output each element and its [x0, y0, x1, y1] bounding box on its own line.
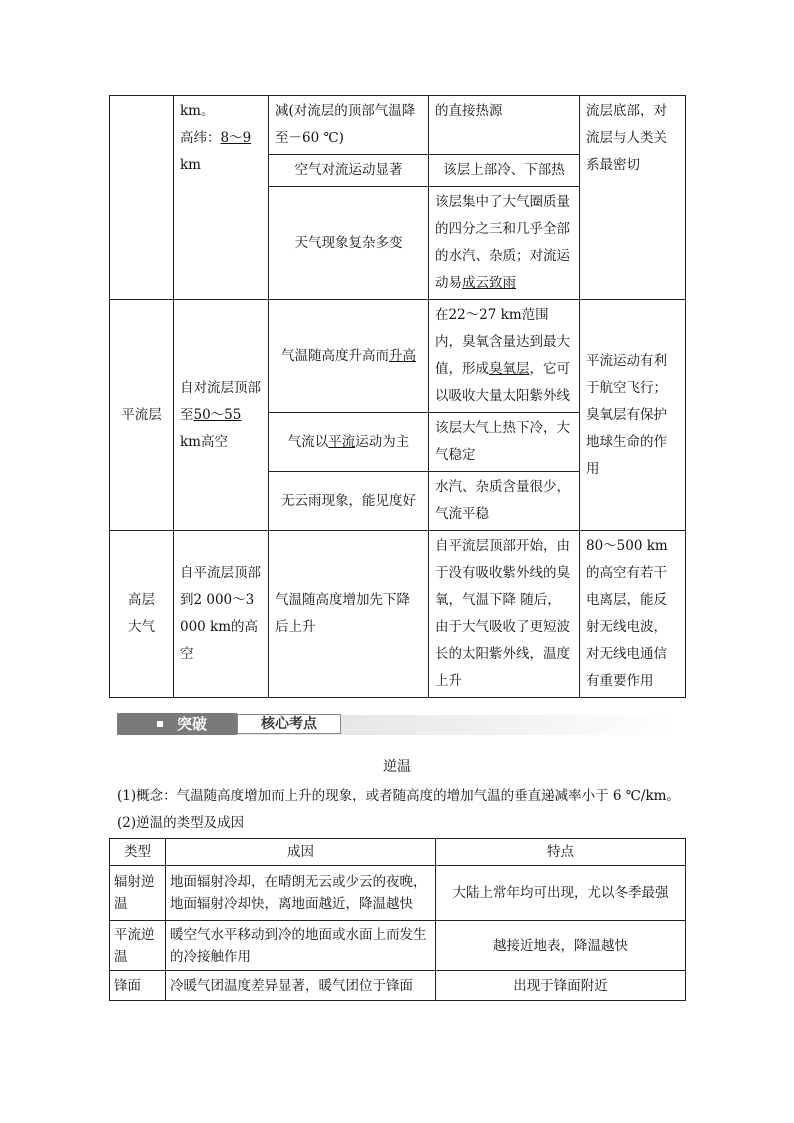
stratosphere-relation: 平流运动有利于航空飞行；臭氧层有保护地球生命的作用: [580, 300, 686, 531]
stratosphere-height: 自对流层顶部至50～55 km高空: [174, 300, 269, 531]
stratosphere-reason-3: 水汽、杂质含量很少，气流平稳: [429, 472, 580, 531]
troposphere-feature-2: 空气对流运动显著: [269, 155, 429, 187]
atmosphere-layers-table: [109, 95, 686, 698]
upper-atmosphere-name: 高层 大气: [110, 531, 174, 698]
concept-paragraph: (1)概念：气温随高度增加而上升的现象，或者随高度的增加气温的垂直递减率小于 6 ℃/km。: [117, 788, 680, 804]
table-row: [110, 300, 686, 413]
upper-atmosphere-height: 自平流层顶部到2 000～3 000 km的高空: [174, 531, 269, 698]
row-cause: 冷暖气团温度差异显著，暖气团位于锋面: [166, 971, 436, 1001]
row-cause: 地面辐射冷却，在晴朗无云或少云的夜晚，地面辐射冷却快，离地面越近，降温越快: [166, 866, 436, 921]
table-row: [110, 531, 686, 698]
inversion-types-table: [109, 838, 686, 1001]
table-row: [110, 971, 686, 1001]
header-feature: 特点: [436, 839, 686, 866]
upper-atmosphere-relation: 80～500 km的高空有若干电离层，能反射无线电波，对无线电通信有重要作用: [580, 531, 686, 698]
troposphere-reason-3: 该层集中了大气圈质量的四分之三和几乎全部的水汽、杂质；对流运动易成云致雨: [429, 187, 580, 300]
header-cause: 成因: [166, 839, 436, 866]
row-feature: 越接近地表，降温越快: [436, 921, 686, 971]
banner-light-label: 核心考点: [237, 714, 341, 734]
types-heading: (2)逆温的类型及成因: [117, 815, 245, 831]
stratosphere-feature-3: 无云雨现象，能见度好: [269, 472, 429, 531]
row-feature: 大陆上常年均可出现，尤以冬季最强: [436, 866, 686, 921]
table-row: [110, 96, 686, 155]
section-banner: [117, 713, 677, 737]
square-bullet-icon: [157, 721, 163, 727]
table-header-row: [110, 839, 686, 866]
row-type: 平流逆温: [110, 921, 166, 971]
upper-atmosphere-reason: 自平流层顶部开始，由于没有吸收紫外线的臭氧，气温下降 随后，由于大气吸收了更短波长的太阳紫外线，温度上升: [429, 531, 580, 698]
troposphere-height-cell: km。 高纬：8～9 km: [174, 96, 269, 300]
troposphere-reason-2: 该层上部冷、下部热: [429, 155, 580, 187]
stratosphere-reason-1: 在22～27 km范围内，臭氧含量达到最大值，形成臭氧层，它可以吸收大量太阳紫外线: [429, 300, 580, 413]
stratosphere-reason-2: 该层大气上热下冷，大气稳定: [429, 413, 580, 472]
row-type: 辐射逆温: [110, 866, 166, 921]
table-row: [110, 866, 686, 921]
banner-dark-label: 突破: [117, 713, 237, 735]
row-feature: 出现于锋面附近: [436, 971, 686, 1001]
troposphere-reason-1: 的直接热源: [429, 96, 580, 155]
section-title: 逆温: [383, 759, 411, 775]
row-cause: 暖空气水平移动到冷的地面或水面上而发生的冷接触作用: [166, 921, 436, 971]
stratosphere-feature-1: 气温随高度升高而升高: [269, 300, 429, 413]
header-type: 类型: [110, 839, 166, 866]
table-row: [110, 921, 686, 971]
troposphere-relation: 流层底部，对流层与人类关系最密切: [580, 96, 686, 300]
stratosphere-feature-2: 气流以平流运动为主: [269, 413, 429, 472]
stratosphere-name: 平流层: [110, 300, 174, 531]
troposphere-feature-3: 天气现象复杂多变: [269, 187, 429, 300]
upper-atmosphere-feature: 气温随高度增加先下降后上升: [269, 531, 429, 698]
row-type: 锋面: [110, 971, 166, 1001]
troposphere-name-cell: [110, 96, 174, 300]
troposphere-feature-1: 减(对流层的顶部气温降至－60 ℃): [269, 96, 429, 155]
